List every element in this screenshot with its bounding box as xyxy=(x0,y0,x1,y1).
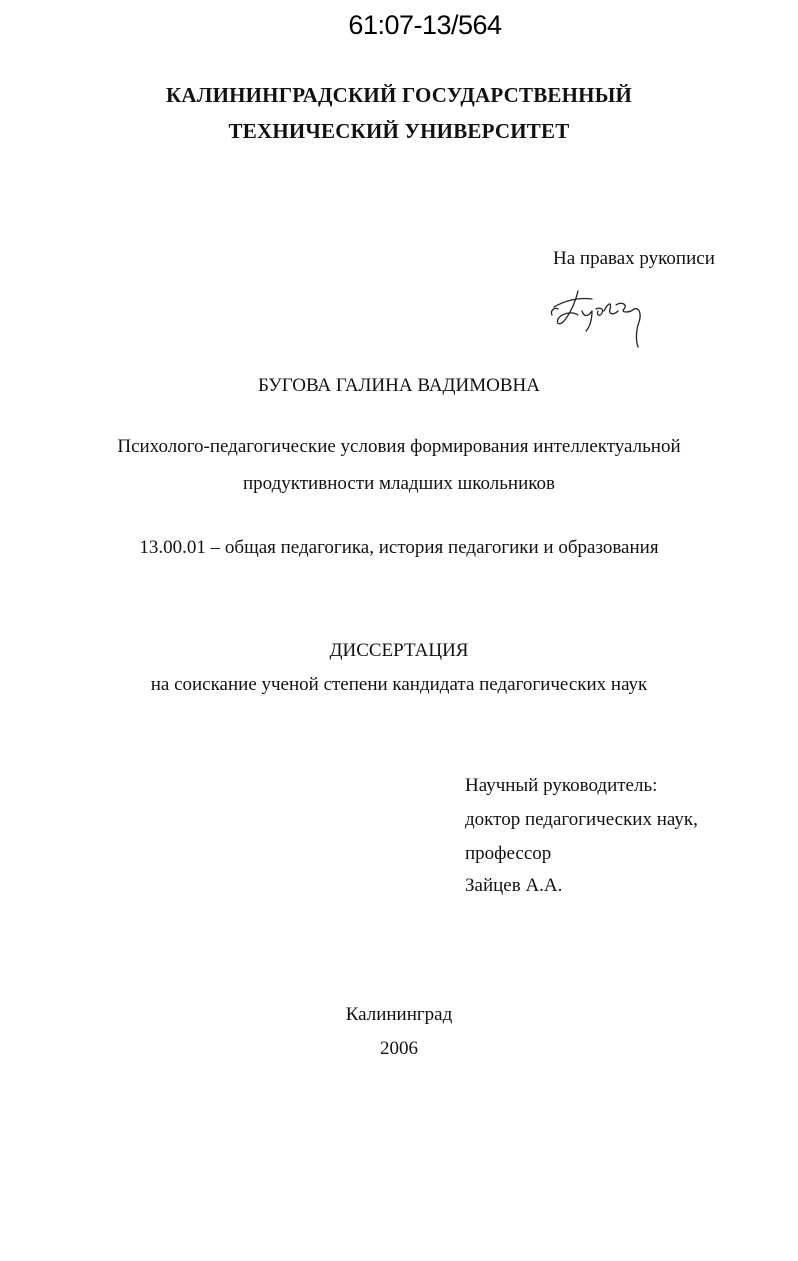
supervisor-rank: профессор xyxy=(465,843,552,864)
university-name-line2: ТЕХНИЧЕСКИЙ УНИВЕРСИТЕТ xyxy=(228,119,570,143)
specialty: 13.00.01 – общая педагогика, история педагогики и образования xyxy=(139,537,659,558)
supervisor-label: Научный руководитель: xyxy=(465,775,658,796)
year: 2006 xyxy=(380,1038,418,1059)
degree-sought: на соискание ученой степени кандидата педагогических наук xyxy=(150,674,648,695)
university-name-line1: КАЛИНИНГРАДСКИЙ ГОСУДАРСТВЕННЫЙ xyxy=(165,83,633,107)
title-line1: Психолого-педагогические условия формирования интеллектуальной xyxy=(117,436,681,457)
title-line2: продуктивности младших школьников xyxy=(242,473,556,494)
catalog-number: 61:07-13/564 xyxy=(348,10,502,40)
city: Калининград xyxy=(345,1004,453,1025)
author-name: БУГОВА ГАЛИНА ВАДИМОВНА xyxy=(258,375,540,396)
supervisor-degree: доктор педагогических наук, xyxy=(465,809,698,830)
signature-icon xyxy=(548,285,648,351)
document-type: ДИССЕРТАЦИЯ xyxy=(329,640,469,661)
manuscript-note: На правах рукописи xyxy=(553,248,715,269)
supervisor-name: Зайцев А.А. xyxy=(465,875,563,896)
